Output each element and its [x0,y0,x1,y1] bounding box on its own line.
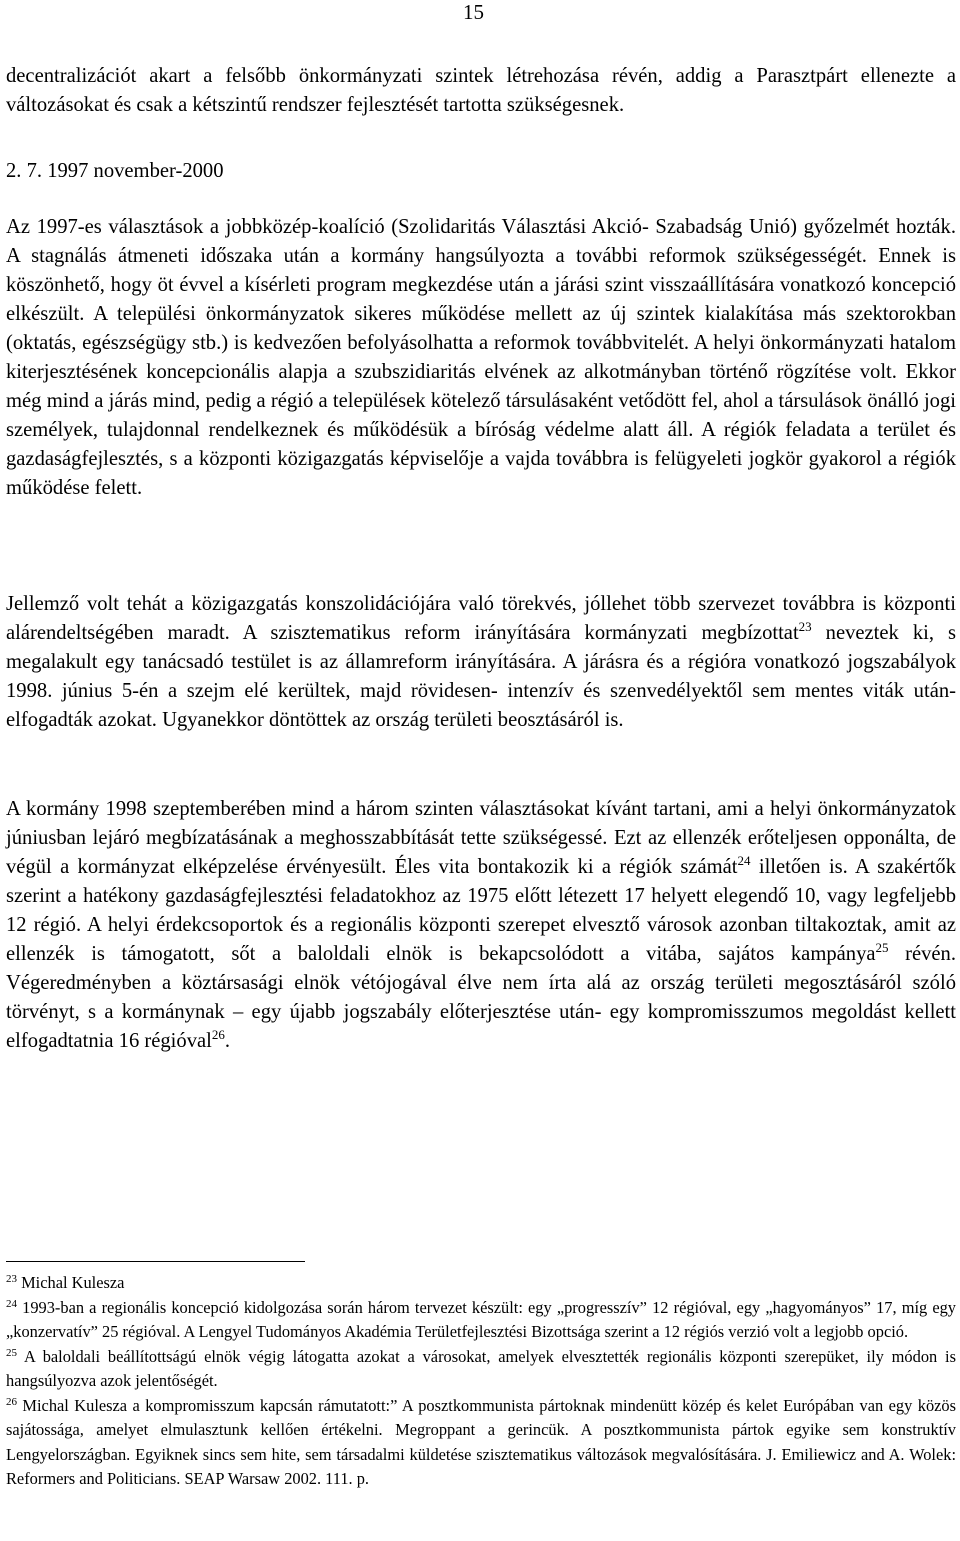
footnote-text: A baloldali beállítottságú elnök végig látogatta azokat a városokat, amelyek elvesztették regionális központi szerepüket, ily módon is hangsúlyozva azok jelentőségét. [6,1346,956,1390]
footnote-ref-25[interactable]: 25 [875,940,889,955]
footnote-26 [6,1394,956,1492]
footnote-25 [6,1345,956,1394]
footnote-text: Michal Kulesza [17,1273,125,1292]
page-number: 15 [463,0,484,24]
paragraph-government [6,795,956,1056]
section-heading: 2. 7. 1997 november-2000 [6,160,224,182]
footnote-divider [6,1261,305,1262]
paragraph-text: illetően is. A szakértők szerint a hatékony gazdaságfejlesztési feladatokhoz az 1975 előtt létezett 17 helyett elegendő 10, vagy legfeljebb 12 régió. A helyi érdekcsoportok és a regionális központi szerepet elvesztő városok azonban tiltakoztak, amit az ellenzék is támogatott, sőt a baloldali elnök is bekapcsolódott a vitába, sajátos kampánya [6,856,956,965]
paragraph-intro: decentralizációt akart a felsőbb önkormányzati szintek létrehozása révén, addig a Parasztpárt ellenezte a változásokat és csak a kétszintű rendszer fejlesztését tartotta szükségesnek. [6,65,956,116]
footnote-24 [6,1296,956,1345]
paragraph-consolidation [6,590,956,735]
paragraph-text: neveztek ki, s megalakult egy tanácsadó testület is az államreform irányítására. A járásra és a régióra vonatkozó jogszabályok 1998. június 5-én a szejm elé kerültek, majd rövidesen- intenzív és szenvedélyektől sem mentes viták után- elfogadták azokat. Ugyanekkor döntöttek az ország területi beosztásáról is. [6,622,956,731]
footnote-text: 1993-ban a regionális koncepció kidolgozása során három tervezet készült: egy „progresszív” 12 régióval, egy „hagyományos” 17, míg egy „konzervatív” 25 régióval. A Lengyel Tudományos Akadémia Területfejlesztési Bizottsága szerint a 12 régiós verzió volt a legjobb opció. [6,1297,956,1341]
paragraph-text: Jellemző volt tehát a közigazgatás konszolidációjára való törekvés, jóllehet több szervezet továbbra is központi alárendeltségében maradt. A szisztematikus reform irányítására kormányzati megbízottat [6,593,956,644]
paragraph-text: . [224,1030,231,1052]
footnote-ref-23[interactable]: 23 [798,619,812,634]
footnote-ref-24[interactable]: 24 [737,853,751,868]
footnote-mark: 26 [6,1395,17,1408]
footnote-23 [6,1271,956,1296]
footnote-mark: 23 [6,1273,17,1285]
footnote-text: Michal Kulesza a kompromisszum kapcsán rámutatott:” A posztkommunista pártoknak mindenütt közép és kelet Európában van egy közös sajátossága, amelyet elmulasztunk kellően értékelni. Megroppant a gerincük. A posztkommunista pártok egyike sem konstruktív Lengyelországban. Egyiknek sincs sem hite, sem társadalmi küldetése szisztematikus változások megvalósítására. J. Emiliewicz and A. Wolek: Reformers and Politicians. SEAP Warsaw 2002. 111. p. [6,1395,956,1488]
footnote-mark: 25 [6,1346,17,1359]
footnote-mark: 24 [6,1297,17,1310]
paragraph-text: A kormány 1998 szeptemberében mind a három szinten választásokat kívánt tartani, ami a helyi önkormányzatok júniusban lejáró megbízatásának a meghosszabbítását tette szükségessé. Ezt az ellenzék erőteljesen opponálta, de végül a kormányzat elképzelése érvényesült. Éles vita bontakozik ki a régiók számát [6,798,956,878]
footnotes [6,1271,956,1492]
footnote-ref-26[interactable]: 26 [211,1027,225,1042]
paragraph-text: révén. Végeredményben a köztársasági elnök vétójogával élve nem írta alá az ország területi megosztásáról szóló törvényt, s a kormánynak – egy újabb jogszabály előterjesztése után- egy kompromisszumos megoldást kellett elfogadtatnia 16 régióval [6,943,957,1052]
paragraph-elections: Az 1997-es választások a jobbközép-koalíció (Szolidaritás Választási Akció- Szabadság Unió) győzelmét hozták. A stagnálás átmeneti időszaka után a kormány hangsúlyozta a további reformok szükségességét. Ennek is köszönhető, hogy öt évvel a kísérleti program megkezdése után a járási szint visszaállítására vonatkozó koncepció elkészült. A települési önkormányzatok sikeres működése mellett az új szintek kialakítása más szektorokban (oktatás, egészségügy stb.) is kedvezően befolyásolhatta a reformok továbbvitelét. A helyi önkormányzati hatalom kiterjesztésének koncepcionális alapja a szubszidiaritás elvének az alkotmányban történő rögzítése volt. Ekkor még mind a járás mind, pedig a régió a települések kötelező társulásaként vetődött fel, ahol a társulások önálló jogi személyek, tulajdonnal rendelkeznek és működésük a bíróság védelme alatt áll. A régiók feladata a terület és gazdaságfejlesztés, s a központi közigazgatás képviselője a vajda továbbra is felügyeleti jogkör gyakorol a régiók működése felett. [6,216,956,499]
